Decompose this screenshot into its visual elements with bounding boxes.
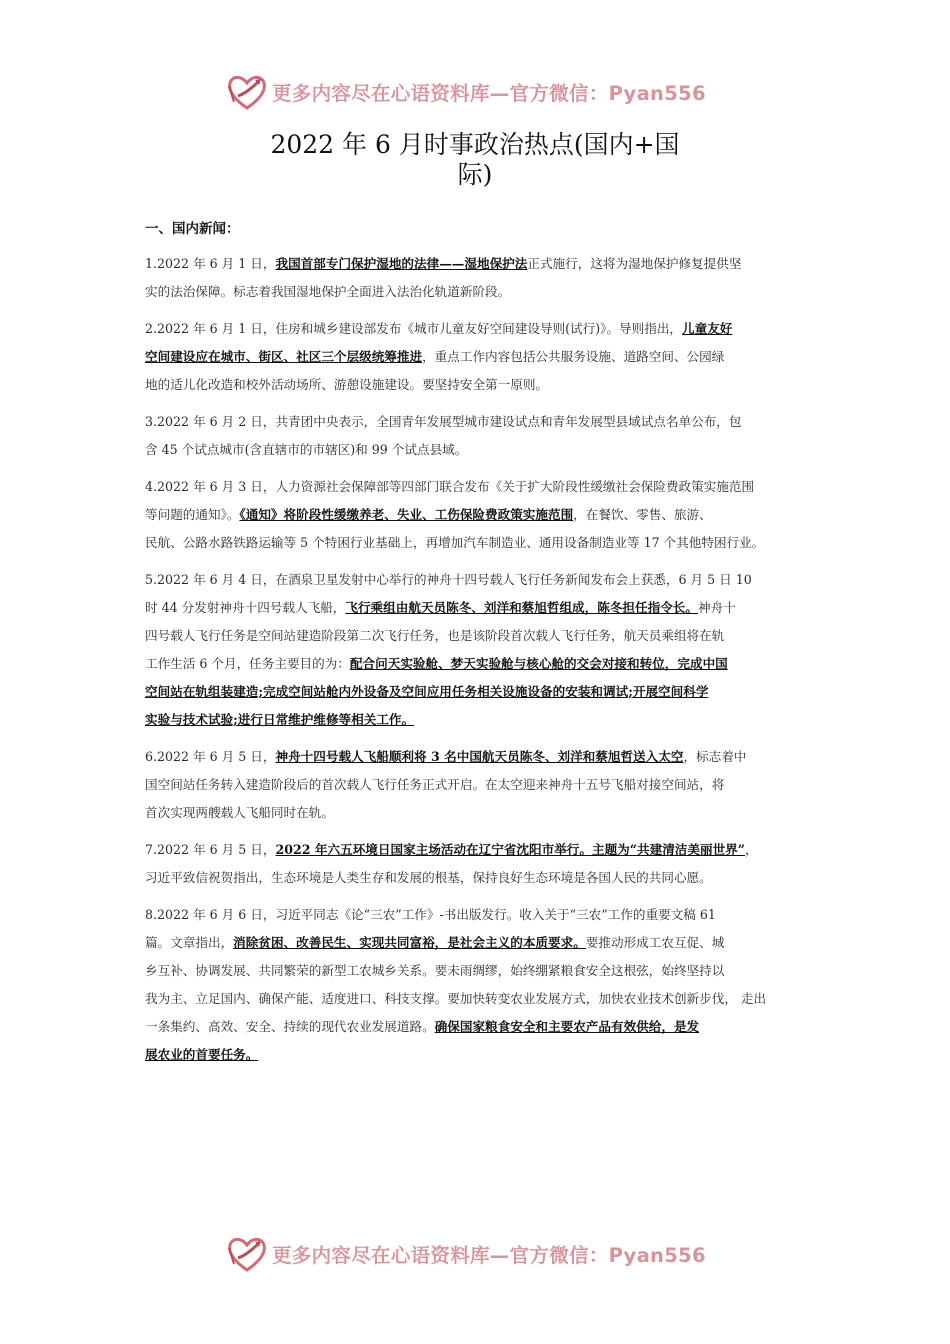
body-text: 5.2022 年 6 月 4 日，在酒泉卫星发射中心举行的神舟十四号载人飞行任务新闻发布会上获悉，6 月 5 日 10 <box>145 572 752 587</box>
body-text: 3.2022 年 6 月 2 日，共青团中央表示，全国青年发展型城市建设试点和青年发展型县域试点名单公布，包 <box>145 414 742 429</box>
body-text: 乡互补、协调发展、共同繁荣的新型工农城乡关系。要未雨绸缪，始终绷紧粮食安全这根弦，始终坚持以 <box>145 963 725 978</box>
highlighted-text: 配合问天实验舱、梦天实验舱与核心舱的交会对接和转位，完成中国 <box>349 656 728 671</box>
news-item-2 <box>145 315 817 399</box>
body-text: ， <box>745 842 758 857</box>
text-line <box>145 473 817 501</box>
text-line <box>145 957 817 985</box>
body-text: 6.2022 年 6 月 5 日， <box>145 749 276 764</box>
news-item-7 <box>145 836 817 892</box>
body-text: ，在餐饮、零售、旅游、 <box>573 507 712 522</box>
text-line <box>145 901 817 929</box>
watermark-text: 更多内容尽在心语资料库—官方微信：Pyan556 <box>272 82 706 105</box>
news-item-6 <box>145 743 817 827</box>
text-line <box>145 343 817 371</box>
body-text: 我为主、立足国内、确保产能、适度进口、科技支撑。要加快转变农业发展方式，加快农业技术创新步伐， 走出 <box>145 991 767 1006</box>
text-line <box>145 408 817 436</box>
body-text: 首次实现两艘载人飞船同时在轨。 <box>145 805 334 820</box>
text-line <box>145 743 817 771</box>
body-text: 时 44 分发射神舟十四号载人飞船， <box>145 600 346 615</box>
body-text: 要推动形成工农互促、城 <box>585 935 725 950</box>
footer-watermark-banner <box>226 1232 706 1276</box>
body-text: 7.2022 年 6 月 5 日， <box>145 842 276 857</box>
text-line <box>145 529 817 557</box>
body-text: ，重点工作内容包括公共服务设施、道路空间、公园绿 <box>422 349 725 364</box>
document-title <box>250 130 700 190</box>
body-text: 工作生活 6 个月，任务主要目的为： <box>145 656 350 671</box>
highlighted-text: 实验与技术试验;进行日常维护维修等相关工作。 <box>145 712 415 727</box>
text-line <box>145 799 817 827</box>
highlighted-text: 确保国家粮食安全和主要农产品有效供给，是发 <box>434 1019 700 1034</box>
text-line <box>145 278 817 306</box>
text-line <box>145 929 817 957</box>
document-title-line-2: 际) <box>457 160 493 189</box>
text-line <box>145 622 817 650</box>
text-line <box>145 566 817 594</box>
highlighted-text: 展农业的首要任务。 <box>145 1047 259 1062</box>
highlighted-text: 2022 年六五环境日国家主场活动在辽宁省沈阳市举行。主题为“共建清洁美丽世界” <box>275 842 746 857</box>
text-line <box>145 650 817 678</box>
body-text: 篇。文章指出， <box>145 935 234 950</box>
body-text: 含 45 个试点城市(含直辖市的市辖区)和 99 个试点县域。 <box>145 442 468 457</box>
text-line <box>145 1013 817 1041</box>
news-item-3 <box>145 408 817 464</box>
highlighted-text: 儿童友好 <box>682 321 733 336</box>
text-line <box>145 771 817 799</box>
highlighted-text: 消除贫困、改善民生、实现共同富裕，是社会主义的本质要求。 <box>233 935 586 950</box>
heart-logo-icon <box>226 72 268 112</box>
body-text: 四号载人飞行任务是空间站建造阶段第二次飞行任务，也是该阶段首次载人飞行任务，航天员乘组将在轨 <box>145 628 725 643</box>
text-line <box>145 836 817 864</box>
body-text: 4.2022 年 6 月 3 日，人力资源社会保障部等四部门联合发布《关于扩大阶段性缓缴社会保险费政策实施范围 <box>145 479 755 494</box>
body-text: 国空间站任务转入建造阶段后的首次载人飞行任务正式开启。在太空迎来神舟十五号飞船对接空间站，将 <box>145 777 725 792</box>
highlighted-text: 空间建设应在城市、街区、社区三个层级统筹推进 <box>145 349 423 364</box>
text-line <box>145 501 817 529</box>
text-line <box>145 678 817 706</box>
text-line <box>145 436 817 464</box>
header-watermark-banner <box>226 70 706 114</box>
news-item-4 <box>145 473 817 557</box>
body-text: 民航、公路水路铁路运输等 5 个特困行业基础上，再增加汽车制造业、通用设备制造业等 17 个其他特困行业。 <box>145 535 765 550</box>
text-line <box>145 706 817 734</box>
body-text: 实的法治保障。标志着我国湿地保护全面进入法治化轨道新阶段。 <box>145 284 511 299</box>
body-text: 地的适儿化改造和校外活动场所、游憩设施建设。要坚持安全第一原则。 <box>145 377 548 392</box>
watermark-text: 更多内容尽在心语资料库—官方微信：Pyan556 <box>272 1244 706 1267</box>
highlighted-text: 空间站在轨组装建造;完成空间站舱内外设备及空间应用任务相关设施设备的安装和调试;开展空间科学 <box>145 684 709 699</box>
body-text: 2.2022 年 6 月 1 日，住房和城乡建设部发布《城市儿童友好空间建设导则(试行)》。导则指出， <box>145 321 683 336</box>
text-line <box>145 985 817 1013</box>
news-item-5 <box>145 566 817 734</box>
highlighted-text: 飞行乘组由航天员陈冬、刘洋和蔡旭哲组成，陈冬担任指令长。 <box>345 600 698 615</box>
text-line <box>145 250 817 278</box>
body-text: 神舟十 <box>697 600 736 615</box>
heart-logo-icon <box>226 1234 268 1274</box>
body-text: 1.2022 年 6 月 1 日， <box>145 256 276 271</box>
body-text: 一条集约、高效、安全、持续的现代农业发展道路。 <box>145 1019 435 1034</box>
body-text: 8.2022 年 6 月 6 日，习近平同志《论“三农”工作》-书出版发行。收入关于“三农”工作的重要文稿 61 <box>145 907 716 922</box>
text-line <box>145 315 817 343</box>
news-item-1 <box>145 250 817 306</box>
highlighted-text: 我国首部专门保护湿地的法律——湿地保护法 <box>275 256 528 271</box>
document-title-line-1: 2022 年 6 月时事政治热点(国内+国 <box>270 130 680 159</box>
news-list <box>145 250 817 1078</box>
text-line <box>145 594 817 622</box>
highlighted-text: 《通知》将阶段性缓缴养老、失业、工伤保险费政策实施范围 <box>239 507 574 522</box>
section-heading: 一、国内新闻： <box>145 221 240 237</box>
body-text: ，标志着中 <box>683 749 747 764</box>
text-line <box>145 1041 817 1069</box>
news-item-8 <box>145 901 817 1069</box>
text-line <box>145 864 817 892</box>
body-text: 正式施行，这将为湿地保护修复提供坚 <box>527 256 742 271</box>
text-line <box>145 371 817 399</box>
highlighted-text: 神舟十四号载人飞船顺利将 3 名中国航天员陈冬、刘洋和蔡旭哲送入太空 <box>275 749 684 764</box>
body-text: 习近平致信祝贺指出，生态环境是人类生存和发展的根基，保持良好生态环境是各国人民的共同心愿。 <box>145 870 712 885</box>
body-text: 等问题的通知》。 <box>145 507 240 522</box>
